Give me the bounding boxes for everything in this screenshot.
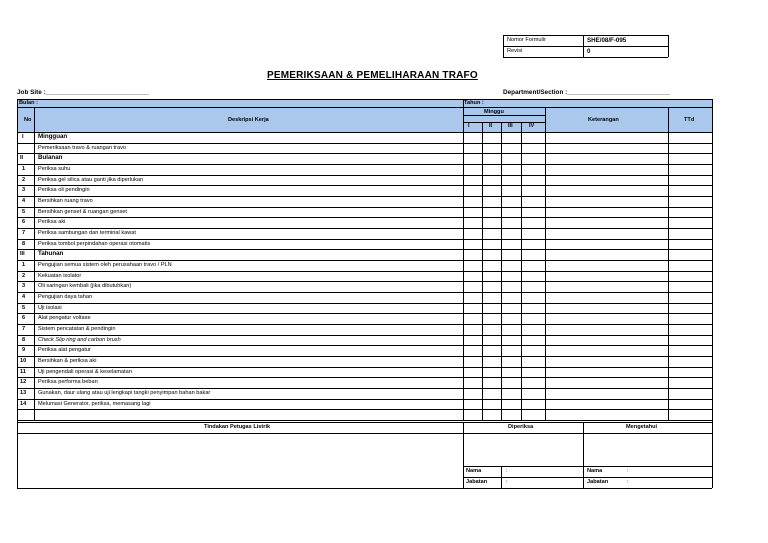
form-number-label: Nomor Formulir: [507, 37, 546, 43]
revision-label: Revisi: [507, 48, 523, 54]
row-description: Mingguan: [38, 133, 68, 140]
row-description: Bersihkan & periksa aki: [38, 358, 97, 364]
row-divider: [17, 388, 712, 389]
row-description: Periksa aki: [38, 219, 66, 225]
row-number: 3: [22, 187, 26, 193]
minggu-under-line: [463, 115, 545, 116]
row-description: Bulanan: [38, 154, 63, 161]
diperiksa-nama-colon: :: [506, 468, 508, 474]
row-description: Bersihkan genset & ruangan genset: [38, 209, 127, 215]
row-description: Melumasi Generator, periksa, memasang lagi: [38, 401, 151, 407]
footer-col-line-2: [583, 422, 584, 488]
row-number: 3: [22, 283, 26, 289]
row-description: Uji pengendali operasi & keselamatan: [38, 369, 132, 375]
col-ket-line: [668, 107, 669, 420]
diperiksa-heading: Diperiksa: [508, 424, 534, 430]
row-divider: [17, 207, 712, 208]
row-number: 2: [22, 273, 26, 279]
bulan-bottom-line: [17, 107, 712, 108]
row-number: 11: [20, 369, 26, 375]
row-description: Alat pengatur voltase: [38, 315, 91, 321]
row-number: 7: [22, 230, 26, 236]
tindakan-heading: Tindakan Petugas Listrik: [204, 424, 271, 430]
row-divider: [17, 228, 712, 229]
row-divider: [17, 175, 712, 176]
footer-col-line-1: [463, 422, 464, 488]
row-divider: [17, 281, 712, 282]
row-number: 7: [22, 326, 26, 332]
row-number: 2: [22, 177, 26, 183]
header-minggu: Minggu: [484, 109, 504, 115]
header-week-1: I: [468, 123, 470, 129]
col-week4-line: [545, 107, 546, 420]
row-number: 12: [20, 379, 27, 385]
row-divider: [17, 377, 712, 378]
row-divider: [17, 185, 712, 186]
col-week2-line: [501, 122, 502, 420]
col-no-line: [34, 107, 35, 420]
row-divider: [17, 367, 712, 368]
row-divider: [17, 249, 712, 250]
row-divider: [17, 399, 712, 400]
row-divider: [17, 239, 712, 240]
row-divider: [17, 271, 712, 272]
form-box-left-line: [503, 35, 504, 57]
mengetahui-heading: Mengetahui: [626, 424, 658, 430]
bulan-band: [17, 99, 712, 107]
row-description: Pengujian daya tahan: [38, 294, 93, 300]
row-number: 10: [20, 358, 27, 364]
row-divider: [17, 409, 712, 410]
diperiksa-nama-label: Nama: [466, 468, 482, 474]
row-number: 6: [22, 315, 26, 321]
col-week1-line: [482, 122, 483, 420]
mengetahui-jabatan-label: Jabatan: [587, 479, 609, 485]
diperiksa-jabatan-colon: :: [506, 479, 508, 485]
row-divider: [17, 143, 712, 144]
row-description: Oli saringan kembali (jika dibutuhkan): [38, 283, 132, 289]
form-box-top-line: [503, 35, 668, 36]
row-description: Pengujian semua sistem oleh perusahaan travo / PLN: [38, 262, 172, 268]
col-desc-line: [463, 99, 464, 420]
row-divider: [17, 303, 712, 304]
row-description: Periksa gel silica atau ganti jika diperlukan: [38, 177, 144, 183]
row-description: Periksa performa beban: [38, 379, 98, 385]
row-description: Periksa sambungan dan terminal kawat: [38, 230, 136, 236]
header-no: No: [24, 117, 32, 123]
mengetahui-nama-label: Nama: [587, 468, 603, 474]
mengetahui-nama-colon: :: [627, 468, 629, 474]
form-box-mid-line: [503, 46, 668, 47]
col-week3-line: [521, 122, 522, 420]
row-description: Gunakan, daur ulang atau uji lengkapi tangki penyimpan bahan bakar: [38, 390, 211, 396]
row-divider: [17, 292, 712, 293]
row-number: 14: [20, 401, 27, 407]
revision-value: 0: [587, 48, 591, 55]
table-bottom-line: [17, 420, 712, 421]
row-number: 8: [22, 337, 26, 343]
row-description: Bersihkan ruang travo: [38, 198, 93, 204]
header-bottom-line: [17, 132, 712, 133]
row-description: Uji isolasi: [38, 305, 62, 311]
row-number: 1: [22, 166, 26, 172]
header-week-2: II: [489, 123, 493, 129]
row-number: 9: [22, 347, 26, 353]
row-description: Kekuatan isolator: [38, 273, 82, 279]
row-number: 4: [22, 198, 26, 204]
row-divider: [17, 313, 712, 314]
department-label: Department/Section :_____________________________: [503, 89, 671, 96]
weeks-top-line: [463, 122, 545, 123]
diperiksa-jabatan-label: Jabatan: [466, 479, 488, 485]
row-description: Check Slip ring and carbon brush: [38, 337, 121, 343]
row-number: 8: [22, 241, 26, 247]
row-divider: [17, 335, 712, 336]
row-description: Tahunan: [38, 250, 64, 257]
row-number: 5: [22, 209, 26, 215]
row-divider: [17, 217, 712, 218]
header-week-3: III: [508, 123, 513, 129]
mengetahui-jabatan-colon: :: [627, 479, 629, 485]
row-number: III: [20, 251, 25, 257]
row-divider: [17, 260, 712, 261]
row-description: Pemeriksaan travo & ruangan travo: [38, 145, 126, 151]
job-site-label: Job Site :_____________________________: [17, 89, 149, 96]
footer-header-line: [17, 433, 712, 434]
bulan-label: Bulan :: [19, 100, 38, 106]
header-ttd: TTd: [684, 117, 695, 123]
page-title: PEMERIKSAAN & PEMELIHARAAN TRAFO: [267, 70, 478, 81]
row-number: 1: [22, 262, 26, 268]
header-week-4: IV: [529, 123, 535, 129]
form-box-divider: [583, 35, 584, 57]
row-divider: [17, 324, 712, 325]
row-divider: [17, 153, 712, 154]
form-box-right-line: [668, 35, 669, 57]
row-description: Sistem pencatatan & pendingin: [38, 326, 116, 332]
header-keterangan: Keterangan: [588, 117, 619, 123]
table-top-line: [17, 99, 712, 100]
row-number: I: [22, 134, 24, 140]
row-divider: [17, 196, 712, 197]
footer-left-label-line: [501, 466, 502, 488]
form-box-bottom-line: [503, 57, 668, 58]
row-divider: [17, 356, 712, 357]
row-number: 4: [22, 294, 26, 300]
row-description: Periksa suhu: [38, 166, 71, 172]
footer-bottom-line: [17, 488, 712, 489]
tahun-label: Tahun :: [464, 100, 484, 106]
row-divider: [17, 164, 712, 165]
table-left-line: [17, 99, 18, 488]
row-description: Periksa oli pendingin: [38, 187, 90, 193]
row-number: 13: [20, 390, 27, 396]
row-number: II: [20, 155, 24, 161]
footer-top-line: [17, 422, 712, 423]
form-number-value: SHE/08/F-095: [587, 37, 627, 44]
row-description: Periksa tombol perpindahan operasi otomatis: [38, 241, 151, 247]
table-right-line: [712, 99, 713, 488]
row-divider: [17, 345, 712, 346]
row-description: Periksa alat pengatur: [38, 347, 91, 353]
row-number: 5: [22, 305, 26, 311]
row-number: 6: [22, 219, 26, 225]
header-deskripsi: Deskripsi Kerja: [228, 117, 269, 123]
